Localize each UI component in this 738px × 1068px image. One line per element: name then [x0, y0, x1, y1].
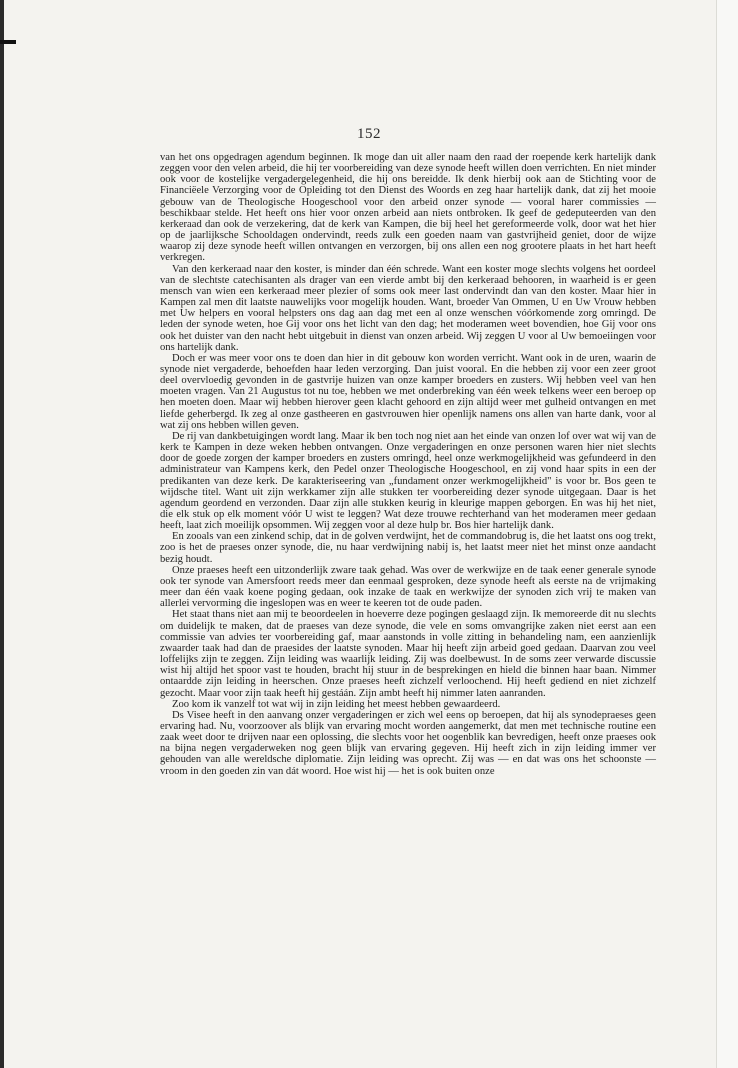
paragraph-4: De rij van dankbetuigingen wordt lang. Maar ik ben toch nog niet aan het einde van onzen lof over wat wij van de kerk te Kampen in deze weken hebben ontvangen. Onze vergaderingen en onze personen waren hier niet slechts door de goede zorgen der kamper broeders en zusters omringd, heel onze werkmogelijkheid was gefundeerd in den administrateur van Kampens kerk, den Pedel onzer Theologische Hoogeschool, en zij vond haar spits in een der predikanten van deze kerk. De karakteriseering van „fundament onzer werkmogelijkheid" is voor br. Bos geen te wijdsche titel. Want uit zijn werkkamer zijn alle stukken ter voorbereiding dezer synode uitgegaan. Daar is het agendum geordend en verzonden. Daar zijn alle stukken keurig in kleurige mappen geborgen. En was hij het niet, die elk stuk op elk moment vóór U wist te leggen? Wat deze trouwe rechterhand van het moderamen meer gedaan heeft, laat zich moeilijk opsommen. Wij zeggen voor al deze hulp br. Bos hier hartelijk dank.: [160, 430, 656, 532]
paragraph-7: Het staat thans niet aan mij te beoordeelen in hoeverre deze pogingen geslaagd zijn. Ik memoreerde dit nu slechts om duidelijk te maken, dat de praeses van deze synode, die vele en soms omvangrijke zaken niet eerst aan een commissie van advies ter voorbereiding gaf, maar aanstonds in volle zitting in behandeling nam, een aanzienlijk zwaarder taak had dan de praesides der laatste synoden. Maar hij heeft zijn arbeid goed gedaan. Daarvan zou veel loffelijks zijn te zeggen. Zijn leiding was waarlijk leiding. Zij was doelbewust. In de soms zeer verwarde discussie wist hij altijd het spoor vast te houden, bracht hij stuur in de besprekingen en hield die binnen haar baan. Nimmer ontaardde zijn leiding in heerschen. Onze praeses heeft zichzelf verloochend. Hij heeft gediend en niet zichzelf gezocht. Maar voor zijn taak heeft hij gestáán. Zijn ambt heeft hij nimmer laten aanranden.: [160, 609, 656, 699]
body-text: [160, 152, 656, 777]
scan-right-margin: [716, 0, 738, 1068]
paragraph-8: Zoo kom ik vanzelf tot wat wij in zijn leiding het meest hebben gewaardeerd.: [172, 698, 501, 710]
paragraph-5: En zooals van een zinkend schip, dat in de golven verdwijnt, het de commandobrug is, die het laatst ons oog trekt, zoo is het de praeses onzer synode, die, nu haar verdwijning nabij is, het laatst meer niet het minst onze aandacht bezig houdt.: [160, 531, 656, 565]
scan-left-edge: [0, 0, 4, 1068]
paragraph-2: Van den kerkeraad naar den koster, is minder dan één schrede. Want een koster moge slechts volgens het oordeel van de slechtste catechisanten als drager van een vierde ambt bij den kerkeraad behooren, in waarheid is er geen mensch van wien een kerkeraad meer plezier of soms ook meer last ondervindt dan van den koster. Maar hier in Kampen zal men dit laatste nauwelijks voor mogelijk houden. Want, broeder Van Ommen, U en Uw Vrouw hebben met Uw helpers en vooral helpsters ons dag aan dag met een al onze wenschen vóórkomende zorg omringd. De leden der synode weten, hoe Gij voor ons het licht van den dag; het moderamen weet bovendien, hoe Gij voor ons ook het duister van den nacht hebt uitgebuit in dienst van onzen arbeid. Wij zeggen U voor al Uw bemoeiingen voor ons hartelijk dank.: [160, 263, 656, 353]
paragraph-1: van het ons opgedragen agendum beginnen. Ik moge dan uit aller naam den raad der roepende kerk hartelijk dank zeggen voor den velen arbeid, die hij ter voorbereiding van deze synode heeft willen doen verrichten. En niet minder ook voor de kostelijke vergadergelegenheid, die hij ons bereidde. Ik denk hierbij ook aan de Stichting voor de Financiëele Verzorging voor de Opleiding tot den Dienst des Woords en zeg haar hartelijk dank, dat zij het mooie gebouw van de Theologische Hoogeschool voor den arbeid onzer synode — vooral harer commissies — beschikbaar stelde. Het heeft ons hier voor onzen arbeid aan niets ontbroken. Ik geef de gedeputeerden van den kerkeraad dan ook de verzekering, dat de kerk van Kampen, die bij heel het gereformeerde volk, door wat het hier op de jaarlijksche Schooldagen ondervindt, reeds zulk een goeden naam van gastvrijheid geniet, door de wijze waarop zij deze synode heeft willen ontvangen en verzorgen, bij ons allen een nog grootere plaats in het hart heeft verkregen.: [160, 152, 656, 264]
paragraph-3: Doch er was meer voor ons te doen dan hier in dit gebouw kon worden verricht. Want ook in de uren, waarin de synode niet vergaderde, behoefden haar leden verzorging. Dan juist vooral. En die hebben zij voor een zeer groot deel overvloedig gevonden in de gastvrije huizen van onze kamper broeders en zusters. Wij hebben veel van hen moeten vragen. Van 21 Augustus tot nu toe, hebben we met onderbreking van één week telkens weer een beroep op hen moeten doen. Maar wij hebben hierover geen klacht gehoord en zijn altijd weer met gulheid ontvangen en met liefde geherbergd. Ik zeg al onze gastheeren en gastvrouwen hier openlijk namens ons allen van harte dank, voor al wat zij ons hebben willen geven.: [160, 352, 656, 431]
page-number: 152: [357, 126, 381, 142]
scan-registration-mark: [0, 40, 16, 44]
paragraph-9: Ds Visee heeft in den aanvang onzer vergaderingen er zich wel eens op beroepen, dat hij als synodepraeses geen ervaring had. Nu, voorzoover als blijk van ervaring mocht worden aangemerkt, dat men met technische routine een zaak weet door te drijven naar een oplossing, die slechts voor het oogenblik kan bevredigen, heeft onze praeses ook na bijna negen vergaderweken nog geen blijk van ervaring gegeven. Hij heeft zich in zijn leiding immer ver gehouden van alle wereldsche diplomatie. Zijn leiding was oprecht. Zij was — en dat was ons het schoonste — vroom in den goeden zin van dát woord. Hoe wist hij — het is ook buiten onze: [160, 709, 656, 777]
paragraph-6: Onze praeses heeft een uitzonderlijk zware taak gehad. Was over de werkwijze en de taak eener generale synode ook ter synode van Amersfoort reeds meer dan eenmaal gesproken, deze synode heeft als eerste na de vrijmaking meer dan één vaak koene poging gedaan, ook inzake de taak en werkwijze der synoden zich vrij te maken van allerlei vervorming die ingeslopen was en weer te keeren tot de oude paden.: [160, 564, 656, 610]
